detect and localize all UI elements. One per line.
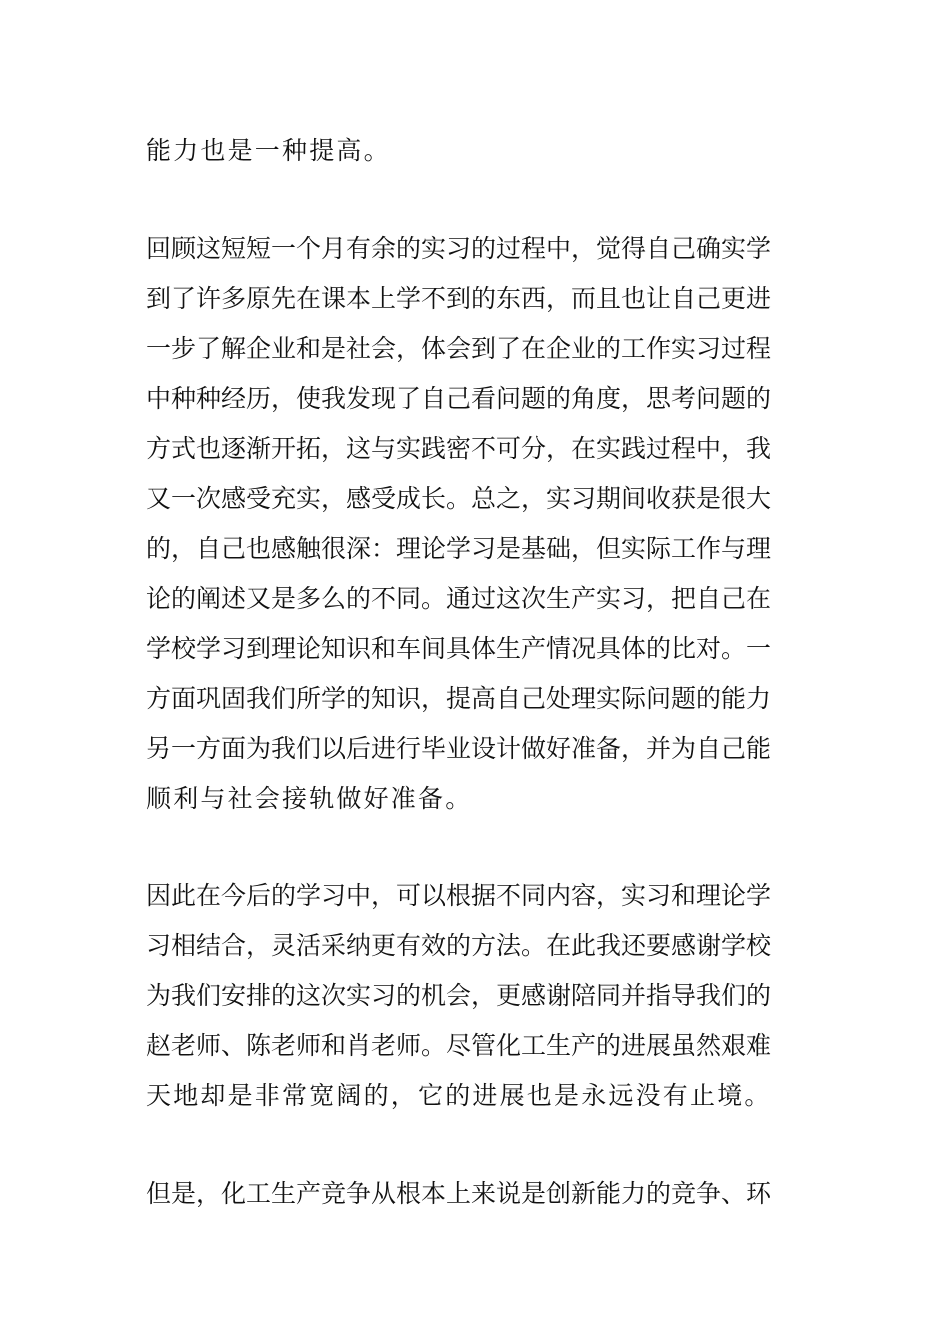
text-line: 另一方面为我们以后进行毕业设计做好准备，并为自己能: [146, 734, 772, 763]
text-line: 能力也是一种提高。: [146, 136, 391, 165]
text-line: 习相结合，灵活采纳更有效的方法。在此我还要感谢学校: [146, 931, 772, 960]
text-line: 方式也逐渐开拓，这与实践密不可分，在实践过程中，我: [146, 434, 772, 463]
text-line: 顺利与社会接轨做好准备。: [146, 784, 473, 813]
text-line: 一步了解企业和是社会，体会到了在企业的工作实习过程: [146, 334, 772, 363]
text-line: 学校学习到理论知识和车间具体生产情况具体的比对。一: [146, 634, 772, 663]
text-line: 天地却是非常宽阔的，它的进展也是永远没有止境。: [146, 1081, 772, 1110]
text-line: 赵老师、陈老师和肖老师。尽管化工生产的进展虽然艰难: [146, 1031, 772, 1060]
text-line: 因此在今后的学习中，可以根据不同内容，实习和理论学: [146, 881, 772, 910]
text-line: 回顾这短短一个月有余的实习的过程中，觉得自己确实学: [146, 234, 772, 263]
text-line: 中种种经历，使我发现了自己看问题的角度，思考问题的: [146, 384, 772, 413]
text-line: 到了许多原先在课本上学不到的东西，而且也让自己更进: [146, 284, 772, 313]
text-line: 方面巩固我们所学的知识，提高自己处理实际问题的能力: [146, 684, 772, 713]
text-line: 为我们安排的这次实习的机会，更感谢陪同并指导我们的: [146, 981, 772, 1010]
text-line: 但是，化工生产竞争从根本上来说是创新能力的竞争、环: [146, 1179, 772, 1208]
text-line: 论的阐述又是多么的不同。通过这次生产实习，把自己在: [146, 584, 772, 613]
text-line: 的，自己也感触很深：理论学习是基础，但实际工作与理: [146, 534, 772, 563]
text-line: 又一次感受充实，感受成长。总之，实习期间收获是很大: [146, 484, 772, 513]
